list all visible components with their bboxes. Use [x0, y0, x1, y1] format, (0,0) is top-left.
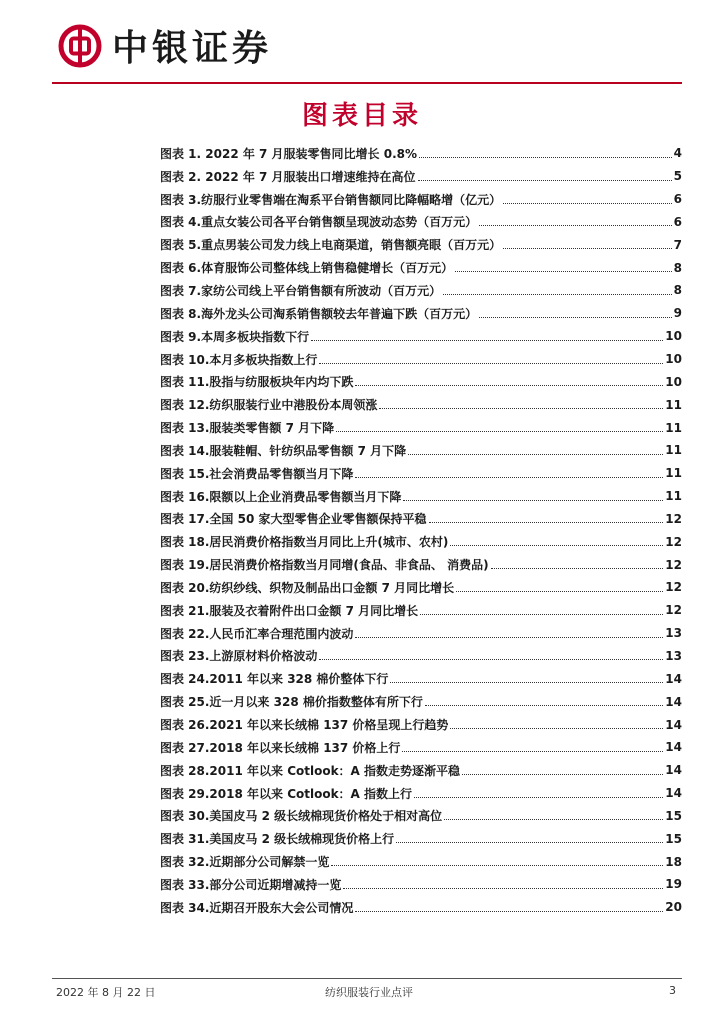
toc-dot-leader [450, 728, 663, 729]
toc-entry-label[interactable]: 图表 3.纺服行业零售端在淘系平台销售额同比降幅略增（亿元） [160, 192, 502, 207]
toc-entry-label[interactable]: 图表 29.2018 年以来 Cotlook：A 指数上行 [160, 786, 413, 801]
toc-entry[interactable] [160, 530, 682, 553]
page-header [0, 0, 724, 86]
toc-entry-label[interactable]: 图表 14.服装鞋帽、针纺织品零售额 7 月下降 [160, 443, 407, 458]
toc-dot-leader [319, 363, 663, 364]
toc-entry-label[interactable]: 图表 10.本月多板块指数上行 [160, 352, 318, 367]
toc-dot-leader [311, 340, 663, 341]
toc-entry-label[interactable]: 图表 25.近一月以来 328 棉价指数整体有所下行 [160, 695, 423, 710]
toc-entry-page[interactable]: 6 [673, 214, 682, 229]
toc-entry-label[interactable]: 图表 27.2018 年以来长绒棉 137 价格上行 [160, 740, 401, 755]
table-of-figures [160, 142, 682, 919]
toc-dot-leader [462, 774, 663, 775]
toc-dot-leader [491, 568, 664, 569]
toc-entry-page[interactable]: 11 [665, 443, 682, 458]
toc-entry[interactable] [160, 599, 682, 622]
toc-entry-label[interactable]: 图表 21.服装及衣着附件出口金额 7 月同比增长 [160, 603, 419, 618]
toc-entry-page[interactable]: 11 [665, 420, 682, 435]
toc-entry-label[interactable]: 图表 2. 2022 年 7 月服装出口增速维持在高位 [160, 169, 416, 184]
toc-entry-page[interactable]: 10 [665, 374, 682, 389]
toc-entry-page[interactable]: 20 [665, 900, 682, 915]
toc-entry[interactable] [160, 485, 682, 508]
toc-entry-label[interactable]: 图表 8.海外龙头公司淘系销售额较去年普遍下跌（百万元） [160, 306, 478, 321]
page-title: 图表目录 [301, 101, 422, 131]
toc-entry-label[interactable]: 图表 12.纺织服装行业中港股份本周领涨 [160, 398, 378, 413]
toc-entry-page[interactable]: 8 [673, 283, 682, 298]
toc-entry[interactable] [160, 713, 682, 736]
toc-entry-label[interactable]: 图表 6.体育服饰公司整体线上销售稳健增长（百万元） [160, 261, 454, 276]
toc-entry[interactable] [160, 370, 682, 393]
toc-entry[interactable] [160, 896, 682, 919]
toc-entry[interactable] [160, 233, 682, 256]
toc-entry[interactable] [160, 508, 682, 531]
toc-entry[interactable] [160, 439, 682, 462]
toc-dot-leader [402, 751, 663, 752]
toc-entry-page[interactable]: 14 [665, 671, 682, 686]
toc-entry-label[interactable]: 图表 32.近期部分公司解禁一览 [160, 855, 330, 870]
toc-entry-label[interactable]: 图表 30.美国皮马 2 级长绒棉现货价格处于相对高位 [160, 809, 443, 824]
header-divider [52, 82, 682, 84]
toc-dot-leader [390, 682, 663, 683]
toc-entry[interactable] [160, 256, 682, 279]
toc-dot-leader [456, 591, 663, 592]
toc-dot-leader [403, 500, 663, 501]
toc-entry[interactable] [160, 302, 682, 325]
toc-dot-leader [443, 294, 672, 295]
toc-entry[interactable] [160, 325, 682, 348]
toc-dot-leader [414, 797, 663, 798]
toc-dot-leader [429, 522, 664, 523]
toc-entry-page[interactable]: 18 [665, 854, 682, 869]
toc-entry-page[interactable]: 14 [665, 694, 682, 709]
toc-entry-label[interactable]: 图表 15.社会消费品零售额当月下降 [160, 466, 354, 481]
toc-entry-label[interactable]: 图表 13.服装类零售额 7 月下降 [160, 421, 335, 436]
toc-dot-leader [319, 659, 663, 660]
toc-entry[interactable] [160, 416, 682, 439]
footer-page-number: 3 [669, 984, 676, 997]
toc-entry[interactable] [160, 348, 682, 371]
toc-dot-leader [455, 271, 672, 272]
toc-entry-label[interactable]: 图表 28.2011 年以来 Cotlook：A 指数走势逐渐平稳 [160, 763, 461, 778]
toc-dot-leader [418, 180, 672, 181]
toc-entry-label[interactable]: 图表 9.本周多板块指数下行 [160, 329, 310, 344]
toc-entry[interactable] [160, 142, 682, 165]
toc-entry[interactable] [160, 622, 682, 645]
toc-entry-page[interactable]: 14 [665, 717, 682, 732]
toc-dot-leader [336, 431, 663, 432]
toc-entry-page[interactable]: 11 [665, 397, 682, 412]
toc-entry-page[interactable]: 4 [673, 146, 682, 161]
toc-dot-leader [379, 408, 663, 409]
toc-entry[interactable] [160, 759, 682, 782]
toc-entry-page[interactable]: 14 [665, 740, 682, 755]
toc-entry-page[interactable]: 13 [665, 648, 682, 663]
toc-entry-page[interactable]: 12 [665, 557, 682, 572]
toc-entry-label[interactable]: 图表 19.居民消费价格指数当月同增(食品、非食品、 消费品) [160, 558, 489, 573]
toc-entry-label[interactable]: 图表 18.居民消费价格指数当月同比上升(城市、农村) [160, 535, 449, 550]
toc-dot-leader [408, 454, 663, 455]
toc-dot-leader [479, 225, 672, 226]
toc-entry[interactable] [160, 690, 682, 713]
toc-entry-label[interactable]: 图表 23.上游原材料价格波动 [160, 649, 318, 664]
toc-entry-label[interactable]: 图表 22.人民币汇率合理范围内波动 [160, 626, 354, 641]
toc-entry[interactable] [160, 736, 682, 759]
toc-entry-page[interactable]: 12 [665, 580, 682, 595]
toc-entry-page[interactable]: 9 [673, 306, 682, 321]
bank-of-china-logo-icon [58, 24, 102, 68]
footer-divider [52, 978, 682, 979]
toc-entry-label[interactable]: 图表 11.股指与纺服板块年内均下跌 [160, 375, 354, 390]
toc-entry-label[interactable]: 图表 20.纺织纱线、织物及制品出口金额 7 月同比增长 [160, 580, 455, 595]
brand-name: 中银证券 [112, 27, 273, 69]
toc-entry-page[interactable]: 12 [665, 511, 682, 526]
toc-entry-page[interactable]: 11 [665, 466, 682, 481]
toc-entry-label[interactable]: 图表 17.全国 50 家大型零售企业零售额保持平稳 [160, 512, 427, 527]
toc-entry-page[interactable]: 10 [665, 329, 682, 344]
toc-entry[interactable] [160, 165, 682, 188]
toc-entry-label[interactable]: 图表 33.部分公司近期增减持一览 [160, 877, 342, 892]
toc-entry[interactable] [160, 827, 682, 850]
toc-entry-page[interactable]: 12 [665, 603, 682, 618]
toc-entry[interactable] [160, 211, 682, 234]
page-footer [56, 984, 682, 1002]
toc-dot-leader [503, 203, 672, 204]
toc-dot-leader [479, 317, 672, 318]
toc-entry-label[interactable]: 图表 4.重点女装公司各平台销售额呈现波动态势（百万元） [160, 215, 478, 230]
toc-dot-leader [420, 614, 663, 615]
toc-entry-page[interactable]: 15 [665, 808, 682, 823]
toc-entry-label[interactable]: 图表 31.美国皮马 2 级长绒棉现货价格上行 [160, 832, 395, 847]
toc-dot-leader [396, 842, 663, 843]
toc-dot-leader [444, 819, 663, 820]
toc-entry-label[interactable]: 图表 7.家纺公司线上平台销售额有所波动（百万元） [160, 283, 442, 298]
toc-dot-leader [419, 157, 672, 158]
toc-entry-page[interactable]: 10 [665, 352, 682, 367]
toc-dot-leader [503, 248, 672, 249]
toc-entry-page[interactable]: 13 [665, 626, 682, 641]
toc-entry-page[interactable]: 8 [673, 260, 682, 275]
toc-entry-page[interactable]: 14 [665, 763, 682, 778]
toc-entry-label[interactable]: 图表 5.重点男装公司发力线上电商渠道，销售额亮眼（百万元） [160, 238, 502, 253]
toc-dot-leader [450, 545, 663, 546]
toc-entry-label[interactable]: 图表 24.2011 年以来 328 棉价整体下行 [160, 672, 389, 687]
toc-entry-page[interactable]: 19 [665, 877, 682, 892]
toc-dot-leader [355, 385, 663, 386]
toc-entry[interactable] [160, 393, 682, 416]
footer-section-title: 纺织服装行业点评 [325, 986, 413, 999]
toc-entry-page[interactable]: 14 [665, 786, 682, 801]
toc-dot-leader [355, 911, 663, 912]
toc-entry-label[interactable]: 图表 26.2021 年以来长绒棉 137 价格呈现上行趋势 [160, 718, 449, 733]
toc-entry-page[interactable]: 5 [673, 169, 682, 184]
toc-dot-leader [355, 477, 663, 478]
toc-entry-page[interactable]: 7 [673, 237, 682, 252]
toc-entry[interactable] [160, 279, 682, 302]
toc-entry[interactable] [160, 553, 682, 576]
toc-entry-page[interactable]: 12 [665, 534, 682, 549]
toc-dot-leader [343, 888, 663, 889]
toc-entry-label[interactable]: 图表 34.近期召开股东大会公司情况 [160, 900, 354, 915]
toc-entry[interactable] [160, 645, 682, 668]
toc-dot-leader [425, 705, 663, 706]
toc-entry[interactable] [160, 667, 682, 690]
toc-dot-leader [331, 865, 663, 866]
footer-date: 2022 年 8 月 22 日 [56, 986, 156, 999]
toc-entry-label[interactable]: 图表 1. 2022 年 7 月服装零售同比增长 0.8% [160, 146, 418, 161]
toc-entry[interactable] [160, 188, 682, 211]
toc-entry[interactable] [160, 804, 682, 827]
toc-entry-label[interactable]: 图表 16.限额以上企业消费品零售额当月下降 [160, 489, 402, 504]
toc-entry[interactable] [160, 576, 682, 599]
toc-entry-page[interactable]: 11 [665, 489, 682, 504]
toc-entry[interactable] [160, 873, 682, 896]
toc-entry[interactable] [160, 462, 682, 485]
toc-entry-page[interactable]: 15 [665, 831, 682, 846]
toc-entry[interactable] [160, 850, 682, 873]
toc-entry[interactable] [160, 782, 682, 805]
toc-entry-page[interactable]: 6 [673, 192, 682, 207]
toc-dot-leader [355, 637, 663, 638]
